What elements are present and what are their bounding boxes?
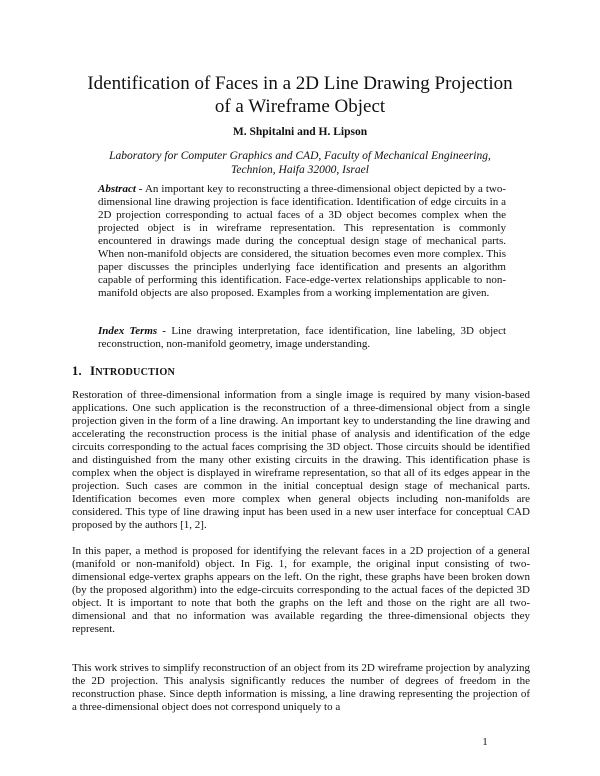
section-heading-introduction (72, 363, 175, 380)
page-number: 1 (482, 736, 488, 748)
section-title-rest: NTRODUCTION (95, 367, 176, 378)
paper-authors: M. Shpitalni and H. Lipson (232, 126, 368, 138)
index-terms-label: Index Terms - (98, 325, 167, 337)
affiliation-line-1: Laboratory for Computer Graphics and CAD, Faculty of Mechanical Engineering, (109, 150, 491, 162)
abstract-label: Abstract - (98, 183, 143, 195)
section-number: 1. (72, 364, 82, 378)
paper-title-line-1: Identification of Faces in a 2D Line Drawing Projection (87, 73, 513, 94)
paper-title-line-2: of a Wireframe Object (214, 96, 386, 117)
abstract (98, 183, 506, 300)
index-terms-text: Line drawing interpretation, face identification, line labeling, 3D object reconstruction, non-manifold geometry, image understanding. (98, 325, 507, 350)
affiliation-line-2: Technion, Haifa 32000, Israel (231, 164, 369, 176)
intro-paragraph-1: Restoration of three-dimensional information from a single image is required by many vision-based applications. One such application is the reconstruction of a three-dimensional object from a single projection given in the form of a line drawing. An important key to understanding the line drawing and accelerating the reconstruction process is the initial phase of analysis and identification of the edge circuits corresponding to the actual faces comprising the 3D object. Those circuits should be identified and distinguished from the many other existing circuits in the drawing. This identification phase is complex when the object is displayed in wireframe representation, so that all of its edges appear in the projection. Such cases are common in the initial conceptual design stage of mechanical parts. Identification becomes even more complex when general objects including non-manifolds are considered. This type of line drawing input has been used in a new user interface for conceptual CAD proposed by the authors [1, 2]. (72, 389, 530, 531)
intro-paragraph-2: In this paper, a method is proposed for identifying the relevant faces in a 2D projection of a general (manifold or non-manifold) object. In Fig. 1, for example, the original input consisting of two-dimensional edge-vertex graphs appears on the left. On the right, these graphs have been broken down (by the proposed algorithm) into the edge-circuits corresponding to the actual faces of the depicted 3D object. It is important to note that both the graphs on the left and those on the right are all two-dimensional and that no information was available regarding the three-dimensional objects they represent. (72, 545, 530, 635)
index-terms (98, 325, 506, 351)
abstract-text: An important key to reconstructing a three-dimensional object depicted by a two-dimensional line drawing projection is face identification. Identification of edge circuits in a 2D projection corresponding to actual faces of a 3D object becomes complex when the projected object is in wireframe representation. This representation is commonly encountered in drawings made during the conceptual design stage of mechanical parts. When non-manifold objects are considered, the situation becomes even more complex. This paper discusses the principles underlying face identification and presents an algorithm capable of performing this identification. Face-edge-vertex relationships applicable to non-manifold objects are also proposed. Examples from a working implementation are given. (98, 183, 506, 299)
section-title-initial: I (90, 363, 96, 378)
intro-paragraph-3: This work strives to simplify reconstruction of an object from its 2D wireframe projection by analyzing the 2D projection. This analysis significantly reduces the number of degrees of freedom in the reconstruction phase. Since depth information is missing, a line drawing representing the projection of a three-dimensional object does not correspond uniquely to a (72, 662, 530, 713)
